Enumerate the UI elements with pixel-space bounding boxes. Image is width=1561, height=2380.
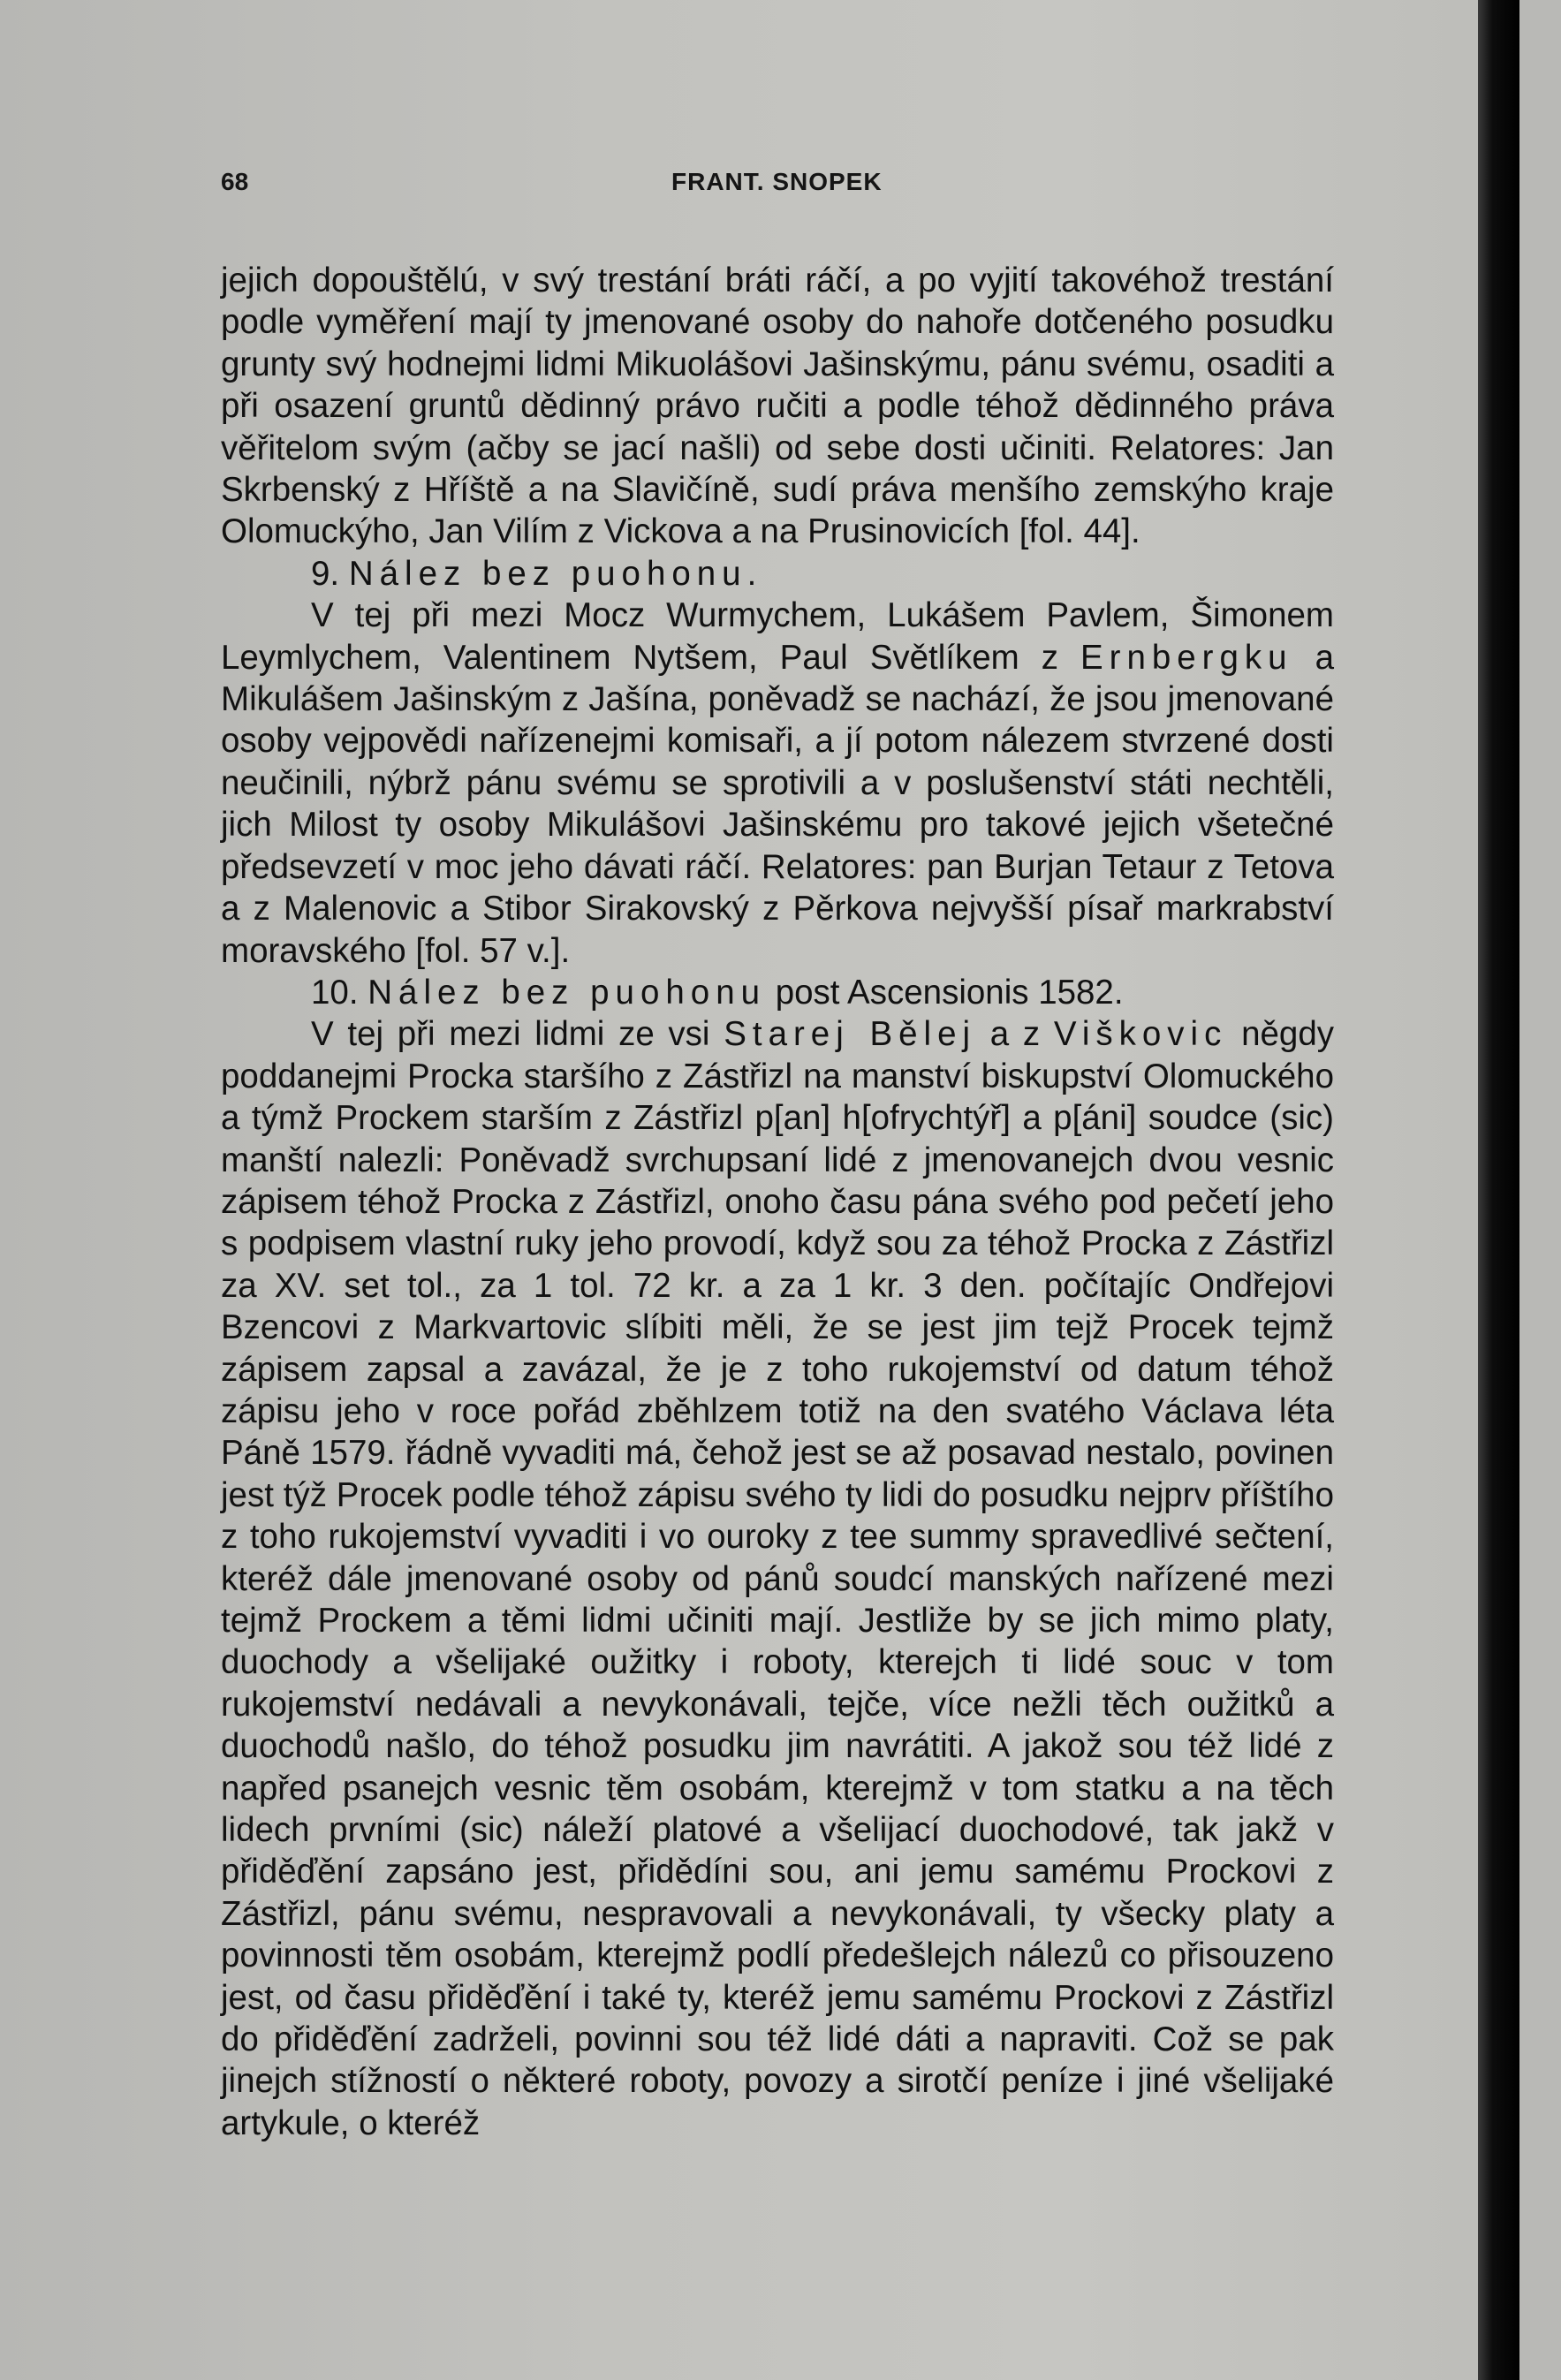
body-text — [221, 260, 1334, 2144]
page-number: 68 — [221, 168, 249, 195]
heading-9-title: Nález bez puohonu. — [348, 554, 763, 593]
section-heading-10 — [221, 972, 1334, 1013]
running-head: FRANT. SNOPEK — [671, 168, 883, 195]
paragraph-2-rest: a Mikulášem Jašinským z Jašína, poněvadž se nachází, že jsou jmenované osoby vejpovědi nařízenejmi komisaři, a jí potom nálezem stvrzené dosti neučinili, nýbrž pánu svému se sprotivili a v poslušenství státi nechtěli, jich Milost ty osoby Mikulášovi Jašinskému pro takové jejich všetečné předsevzetí v moc jeho dávati ráčí. Relatores: pan Burjan Tetaur z Tetova a z Malenovic a Stibor Sirakovský z Pěrkova nejvyšší písař markrabství moravského [fol. 57 v.]. — [221, 638, 1334, 970]
heading-10-number: 10. — [311, 973, 359, 1012]
page-header — [221, 168, 1307, 203]
place-name-stara-bela: Starej Bělej — [724, 1015, 977, 1054]
heading-10-suffix: post Ascensionis 1582. — [775, 973, 1124, 1012]
section-heading-9 — [221, 553, 1334, 595]
heading-10-title: Nález bez puohonu — [368, 973, 767, 1012]
heading-9-number: 9. — [311, 554, 340, 593]
paragraph-2 — [221, 595, 1334, 972]
paragraph-2-lead: V tej při mezi Mocz Wurmychem, Lukášem Pavlem, Šimonem Leymlychem, Valentinem Nytšem, Paul Světlíkem z — [221, 596, 1334, 677]
place-name-viskovice: Viškovic — [1053, 1015, 1228, 1054]
place-name-ernbergk: Ernbergku — [1080, 638, 1293, 677]
scan-border — [1478, 0, 1519, 2380]
paragraph-3 — [221, 1013, 1334, 2144]
paragraph-3-rest: něgdy poddanejmi Procka staršího z Zástřizl na manství biskupství Olomuckého a týmž Prockem starším z Zástřizl p[an] h[ofrychtýř] a p[áni] soudce (sic) manští nalezli: Poněvadž svrchupsaní lidé z jmenovanejch dvou vesnic zápisem téhož Procka z Zástřizl, onoho času pána svého pod pečetí jeho s podpisem vlastní ruky jeho provodí, když sou za téhož Procka z Zástřizl za XV. set tol., za 1 tol. 72 kr. a za 1 kr. 3 den. počítajíc Ondřejovi Bzencovi z Markvartovic slíbiti měli, že se jest jim tejž Procek tejmž zápisem zapsal a zavázal, že je z toho rukojemství od datum téhož zápisu jeho v roce pořád zběhlzem totiž na den svatého Václava léta Páně 1579. řádně vyvaditi má, čehož jest se až posavad nestalo, povinen jest týž Procek podle téhož zápisu svého ty lidi do posudku nejprv příštího z toho rukojemství vyvaditi i vo ouroky z tee summy spravedlivé sečtení, kteréž dále jmenované osoby od pánů soudcí manských nařízené mezi tejmž Prockem a těmi lidmi učiniti mají. Jestliže by se jich mimo platy, duochody a všelijaké oužitky i roboty, kterejch ti lidé souc v tom rukojemství nedávali a nevykonávali, tejče, více nežli těch oužitků a duochodů našlo, do téhož posudku jim navrátiti. A jakož sou též lidé z napřed psanejch vesnic těm osobám, kterejmž v tom statku a na těch lidech prvními (sic) náleží platové a všelijací duochodové, tak jakž v přiděďění zapsáno jest, přidědíni sou, ani jemu samému Prockovi z Zástřizl, pánu svému, nespravovali a nevykonávali, ty všecky platy a povinnosti těm osobám, kterejmž podlí předešlejch nálezů co přisouzeno jest, od času přiděďění i také ty, kteréž jemu samému Prockovi z Zástřizl do přiděďění zadrželi, povinni sou též lidé dáti a napraviti. Což se pak jinejch stížností o některé roboty, povozy a sirotčí peníze i jiné všelijaké artykule, o kteréž — [221, 1015, 1334, 2142]
paragraph-3-connector: a z — [989, 1015, 1041, 1054]
paragraph-1: jejich dopouštělú, v svý trestání bráti ráčí, a po vyjití takovéhož trestání podle vyměření mají ty jmenované osoby do nahoře dotčeného posudku grunty svý hodnejmi lidmi Mikuolášovi Jašinskýmu, pánu svému, osaditi a při osazení gruntů dědinný právo ručiti a podle téhož dědinného práva věřitelom svým (ačby se jací našli) od sebe dosti učiniti. Relatores: Jan Skrbenský z Hříště a na Slavičíně, sudí práva menšího zemskýho kraje Olomuckýho, Jan Vilím z Vickova a na Prusinovicích [fol. 44]. — [221, 261, 1334, 551]
paragraph-3-lead: V tej při mezi lidmi ze vsi — [311, 1015, 710, 1054]
